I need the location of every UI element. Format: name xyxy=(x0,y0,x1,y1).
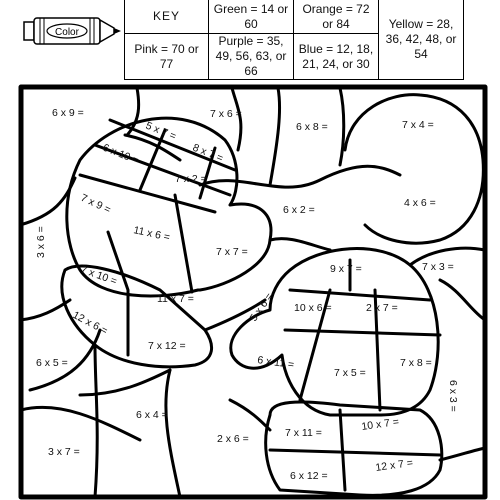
line-center-2 xyxy=(270,239,330,250)
problem-p3: 7 x 6 = xyxy=(210,108,242,120)
problem-p25: 6 x 11 = xyxy=(256,354,295,372)
problem-p13: 3 x 6 = xyxy=(35,226,47,258)
problem-p8: 7 x 2 = xyxy=(175,173,207,185)
problem-p35: 12 x 7 = xyxy=(374,456,414,474)
line-top-3 xyxy=(270,88,280,185)
problem-p9: 7 x 9 = xyxy=(78,191,113,217)
problem-p34: 6 x 12 = xyxy=(290,470,328,482)
key-orange: Orange = 72 or 84 xyxy=(294,0,379,34)
key-title: KEY xyxy=(125,0,209,34)
right-cuff-stripe xyxy=(270,450,440,455)
line-bottom-left xyxy=(80,370,170,395)
problem-p5: 7 x 4 = xyxy=(402,119,434,131)
problem-p22: 12 x 6 = xyxy=(70,309,110,338)
problem-p14: 7 x 7 = xyxy=(216,246,248,258)
key-purple: Purple = 35, 49, 56, 63, or 66 xyxy=(209,34,294,80)
crayon-logo xyxy=(22,10,122,50)
problem-p11: 11 x 6 = xyxy=(132,224,171,244)
problem-p16: 7 x 3 = xyxy=(422,261,454,273)
right-stripe-2 xyxy=(285,330,440,335)
key-green: Green = 14 or 60 xyxy=(209,0,294,34)
line-right-2 xyxy=(440,280,485,320)
problem-p23: 7 x 12 = xyxy=(148,340,186,352)
circle-right xyxy=(345,95,483,243)
right-cuff-divider xyxy=(340,410,345,490)
line-bottom-wave xyxy=(21,407,140,440)
problem-p19: 5 x 6 = xyxy=(247,290,276,324)
crayon-label: Color xyxy=(55,27,79,38)
line-right-3 xyxy=(440,448,485,460)
line-bottom-vert-1 xyxy=(166,370,180,497)
problem-p33: 3 x 7 = xyxy=(48,446,80,458)
key-yellow: Yellow = 28, 36, 42, 48, or 54 xyxy=(379,0,464,80)
problem-p6: 6 x 10 = xyxy=(100,141,141,167)
problem-p17: 7 x 10 = xyxy=(78,263,119,288)
line-top-4 xyxy=(340,88,344,165)
problem-p26: 7 x 5 = xyxy=(334,367,366,379)
problem-p29: 6 x 4 = xyxy=(136,409,168,421)
problem-p15: 9 x 7 = xyxy=(330,263,362,275)
problem-p2: 5 x 7 = xyxy=(143,119,178,143)
problem-p18: 11 x 7 = xyxy=(157,293,194,305)
problem-p7: 8 x 7 = xyxy=(190,141,225,165)
problem-p31: 7 x 11 = xyxy=(285,427,322,439)
problem-p4: 6 x 8 = xyxy=(296,121,328,133)
key-blue: Blue = 12, 18, 21, 24, or 30 xyxy=(294,34,379,80)
color-by-number-puzzle xyxy=(18,84,488,500)
problem-p32: 10 x 7 = xyxy=(360,415,400,433)
problem-p20: 10 x 6 = xyxy=(294,302,332,314)
problem-p10: 4 x 6 = xyxy=(404,197,436,209)
key-pink: Pink = 70 or 77 xyxy=(125,34,209,80)
line-left-mid xyxy=(20,300,70,320)
problem-p21: 2 x 7 = xyxy=(366,302,398,314)
line-center-3 xyxy=(230,400,270,430)
problem-p24: 6 x 5 = xyxy=(36,357,68,369)
problem-p1: 6 x 9 = xyxy=(52,107,84,119)
problem-p30: 2 x 6 = xyxy=(217,433,249,445)
problem-p28: 6 x 3 = xyxy=(447,380,459,412)
problem-p27: 7 x 8 = xyxy=(400,357,432,369)
left-stripe-v3 xyxy=(175,195,192,292)
problem-p12: 6 x 2 = xyxy=(283,204,315,216)
right-stripe-1 xyxy=(290,290,430,300)
color-key-table xyxy=(124,0,464,80)
